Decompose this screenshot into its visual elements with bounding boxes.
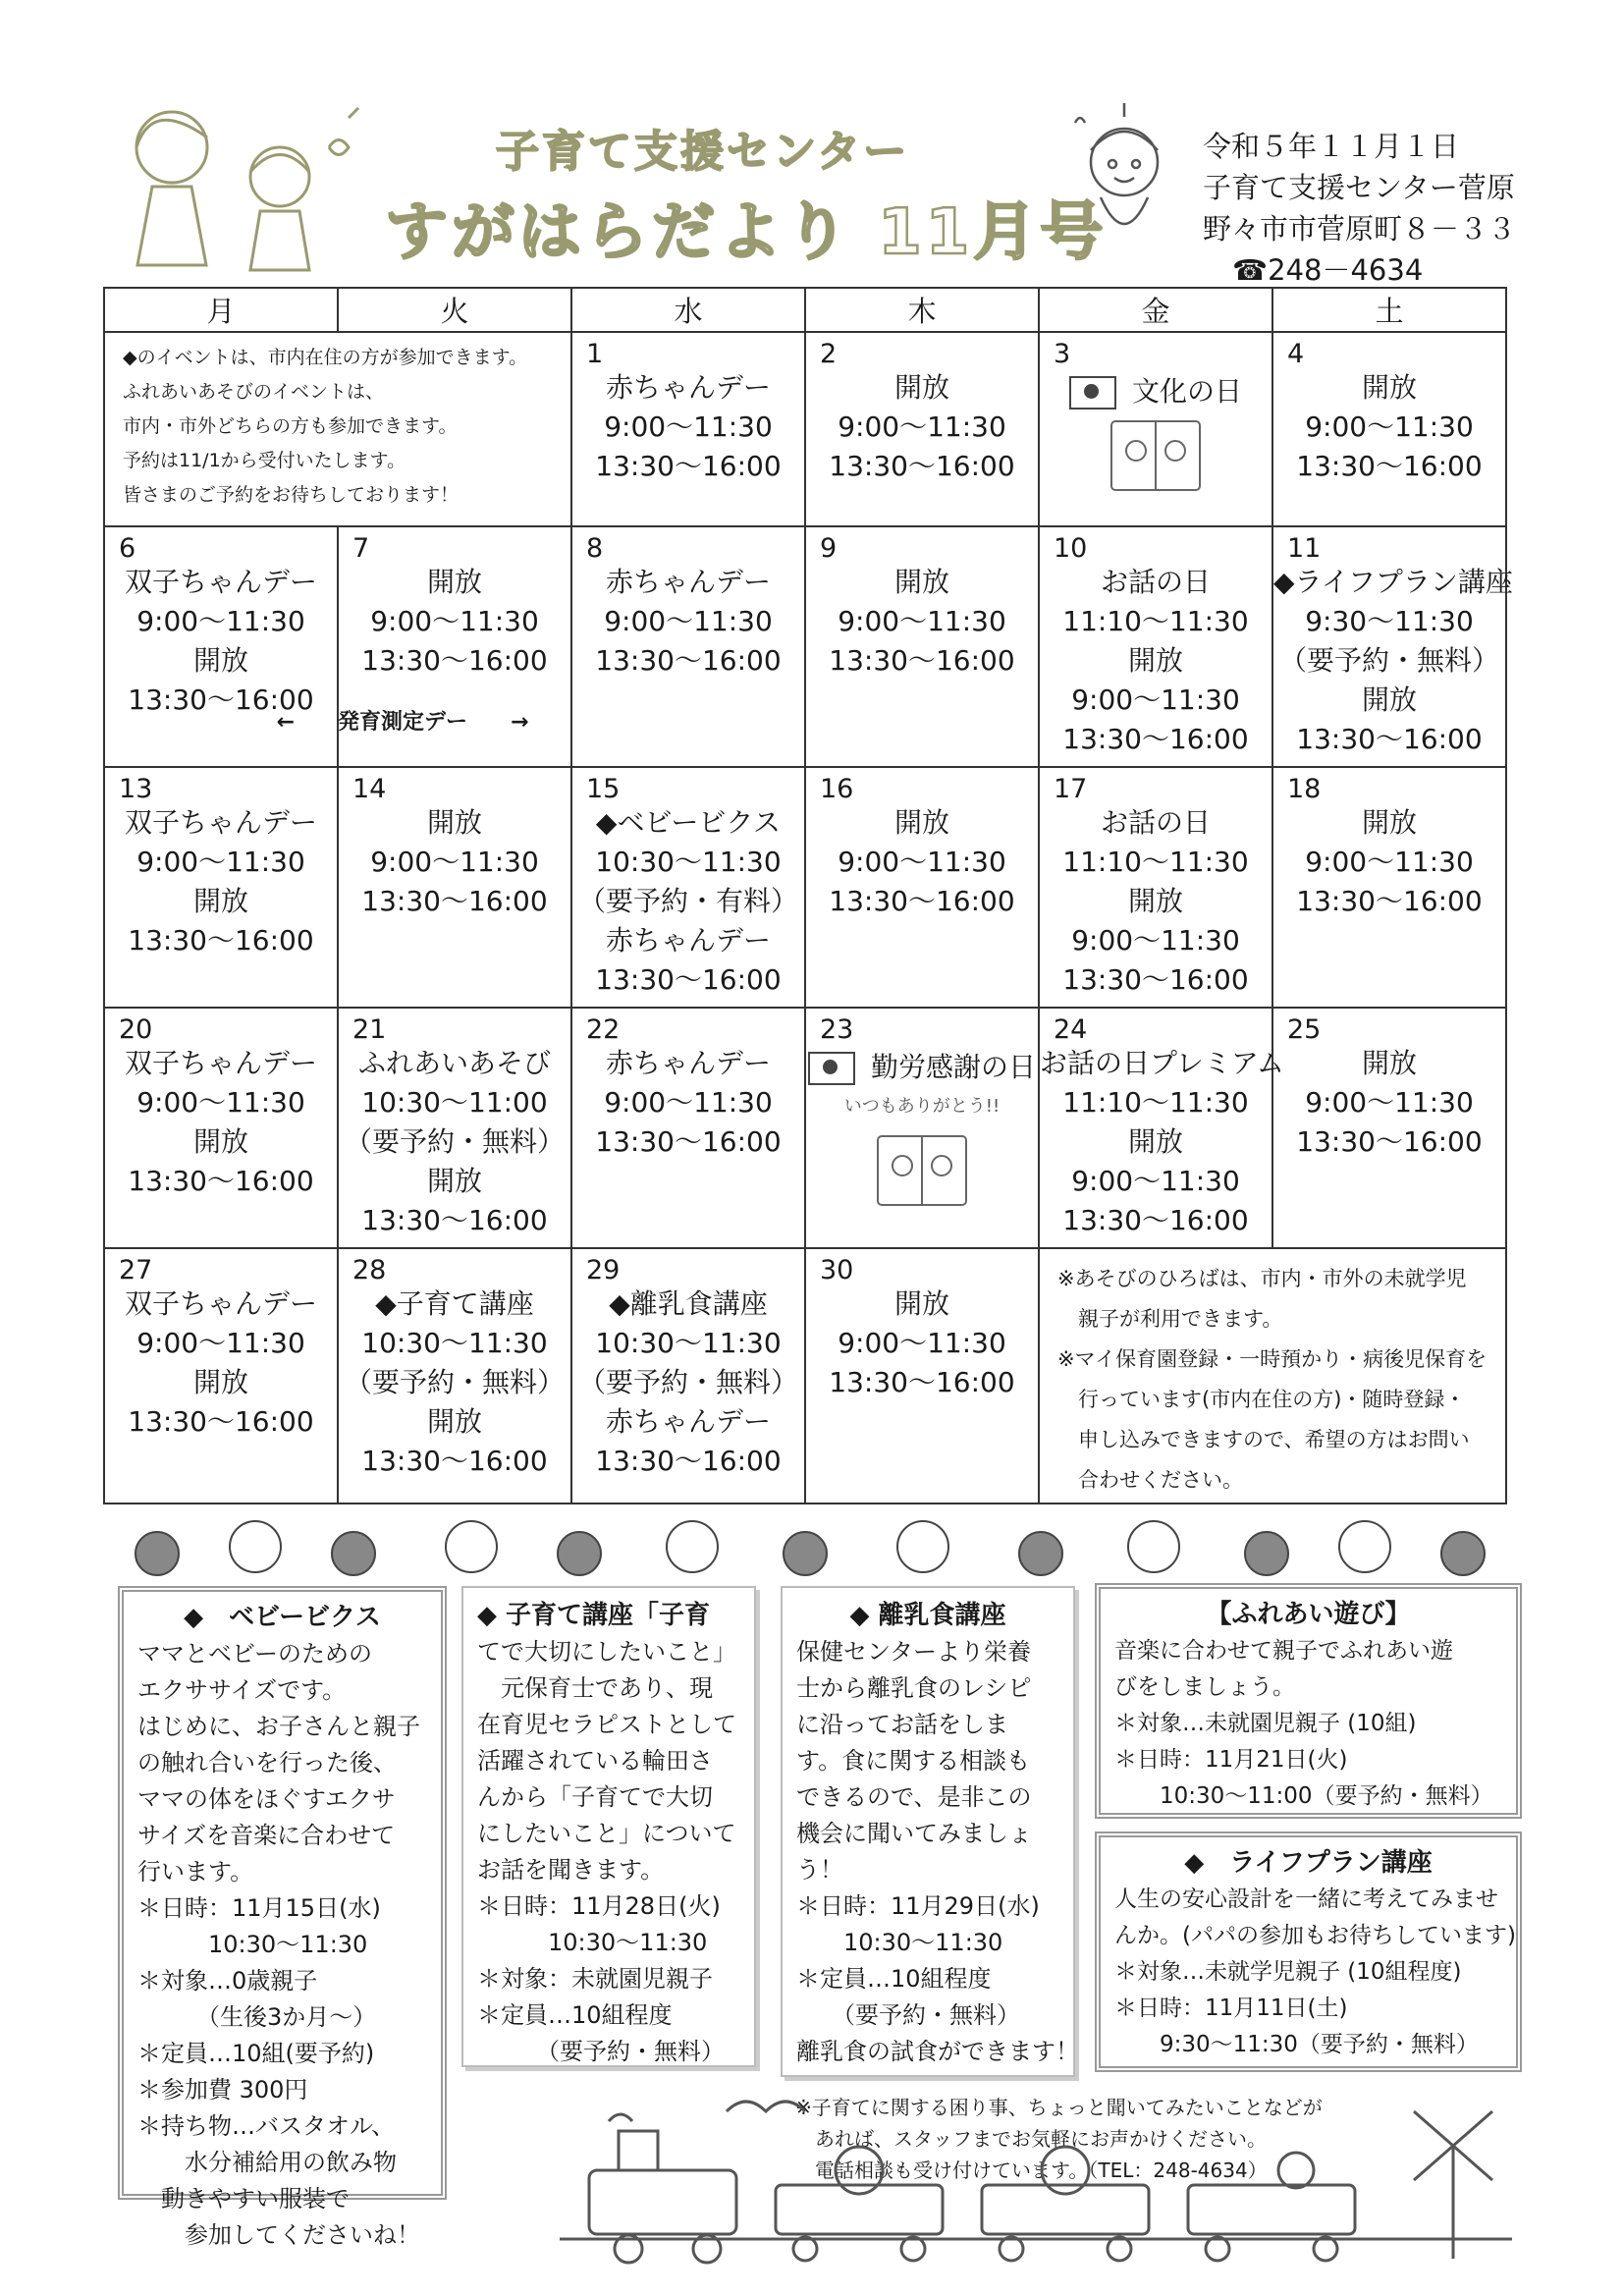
event-line: 9:00～11:30 [1071, 924, 1240, 957]
day-number: 21 [352, 1014, 387, 1045]
day-number: 9 [820, 533, 838, 564]
note-line: ※あそびのひろばは、市内・市外の未就学児 [1057, 1267, 1467, 1290]
box-line: 10:30～11:00（要予約・無料） [1114, 1783, 1493, 1809]
calendar-day-cell [104, 767, 338, 1008]
box-line: ＊対象…未就園児親子 (10組) [1114, 1711, 1417, 1736]
calendar-day-cell [338, 767, 571, 1008]
calendar-day-cell [338, 1248, 571, 1503]
calendar-day-cell [1272, 1008, 1506, 1248]
event-line: 9:00～11:30 [838, 1327, 1006, 1359]
day-number: 3 [1054, 339, 1071, 369]
event-line: ◆子育て講座 [375, 1287, 534, 1320]
box-line: 9:30～11:30（要予約・無料） [1114, 2032, 1479, 2057]
calendar-week-row [104, 332, 1506, 526]
holiday-name: 文化の日 [1131, 375, 1242, 408]
event-line: 開放 [192, 644, 248, 677]
event-line: 13:30～16:00 [829, 885, 1015, 917]
event-line: 開放 [426, 1405, 482, 1438]
calendar-day-cell [805, 526, 1039, 767]
event-line: 11:10～11:30 [1062, 605, 1249, 637]
fureai-box [1095, 1583, 1522, 1819]
event-line: （要予約・無料） [1278, 644, 1499, 677]
event-line: （要予約・無料） [577, 1366, 798, 1398]
event-line: 13:30～16:00 [361, 1445, 548, 1477]
acorn-mascot-illustration [1065, 103, 1183, 260]
event-line: 13:30～16:00 [128, 1165, 314, 1197]
holiday-caption: いつもありがとう!! [843, 1096, 1001, 1117]
event-line: 開放 [426, 1165, 482, 1197]
box-line: サイズを音楽に合わせて [137, 1822, 396, 1849]
notice-line: 皆さまのご予約をお待ちしております！ [123, 484, 460, 506]
box-line: はじめに、お子さんと親子 [137, 1713, 420, 1740]
calendar-day-cell [571, 526, 805, 767]
weekday-header: 水 [571, 288, 805, 332]
day-number: 14 [352, 774, 387, 804]
box-line: （要予約・無料） [477, 2038, 725, 2065]
holiday-label [1040, 368, 1271, 411]
box-line: 在育児セラピストとして [477, 1711, 736, 1738]
event-line: 13:30～16:00 [128, 683, 314, 716]
event-line: 9:00～11:30 [604, 605, 773, 637]
day-number: 22 [586, 1014, 621, 1045]
box-line: う！ [796, 1856, 843, 1884]
event-line: 開放 [1361, 371, 1417, 404]
japan-flag-icon [808, 1052, 855, 1085]
box-line: ママとベビーのための [137, 1640, 373, 1667]
calendar-day-cell [1039, 767, 1272, 1008]
calendar-day-cell [805, 1008, 1039, 1248]
event-line: 13:30～16:00 [361, 1204, 548, 1236]
box-line: ＊定員…10組(要予約) [137, 2040, 375, 2067]
day-number: 27 [119, 1255, 153, 1285]
day-number: 4 [1287, 339, 1305, 369]
event-line: 開放 [192, 1125, 248, 1158]
kosodate-body [477, 1634, 740, 2070]
header-info [1203, 126, 1516, 291]
fureai-body [1114, 1633, 1502, 1815]
box-line: ママの体をほぐすエクサ [137, 1785, 396, 1813]
notice-line: 市内・市外どちらの方も参加できます。 [123, 415, 458, 437]
box-line: 活躍されている輪田さ [477, 1747, 713, 1775]
box-line: ＊対象…0歳親子 [137, 1967, 318, 1995]
event-line: 9:00～11:30 [136, 1327, 305, 1359]
event-line: 13:30～16:00 [1062, 963, 1249, 996]
event-line: お話の日 [1100, 566, 1211, 598]
day-number: 6 [119, 533, 136, 564]
box-line: 行います。 [137, 1858, 254, 1886]
event-line: 13:30～16:00 [829, 450, 1015, 482]
box-line: ＊定員…10組程度 [477, 2001, 673, 2029]
event-line: 13:30～16:00 [361, 885, 548, 917]
box-line: ＊日時：11月21日(火) [1114, 1747, 1348, 1773]
event-line: 9:00～11:30 [838, 605, 1006, 637]
box-line: びをしましょう。 [1114, 1674, 1295, 1700]
calendar-day-cell [104, 1008, 338, 1248]
issue-date: 令和５年１１月１日 [1203, 130, 1460, 163]
event-line: （要予約・無料） [344, 1125, 565, 1158]
event-line: 赤ちゃんデー [605, 1047, 771, 1079]
phone: ☎248－4634 [1232, 253, 1424, 287]
event-line: ◆ベビービクス [595, 806, 782, 839]
event-line: 13:30～16:00 [361, 644, 548, 677]
measurement-day-label: ← 発育測定デー → [276, 710, 529, 735]
box-line: エクササイズです。 [137, 1676, 347, 1704]
lifeplan-body [1114, 1882, 1516, 2063]
holiday-name: 勤労感謝の日 [870, 1051, 1036, 1083]
weekday-header: 月 [104, 288, 338, 332]
box-line: （生後3か月～） [137, 2003, 377, 2031]
lifeplan-box [1095, 1831, 1522, 2072]
box-line: 人生の安心設計を一緒に考えてみませ [1114, 1886, 1498, 1912]
box-line: ＊日時：11月11日(土) [1114, 1995, 1348, 2021]
event-line: 双子ちゃんデー [124, 566, 317, 598]
box-line: 士から離乳食のレシピ [796, 1674, 1032, 1702]
box-line: の触れ合いを行った後、 [137, 1749, 397, 1777]
event-line: 9:00～11:30 [1071, 683, 1240, 716]
day-number: 7 [352, 533, 370, 564]
day-number: 29 [586, 1255, 621, 1285]
box-line: ＊日時：11月28日(火) [477, 1892, 721, 1920]
box-line: 電話相談も受け付けています。（TEL：248-4634） [795, 2159, 1268, 2182]
calendar-day-cell [1272, 332, 1506, 526]
event-line: 開放 [426, 806, 482, 839]
calendar-day-cell [805, 1248, 1039, 1503]
event-line: 開放 [893, 371, 949, 404]
box-line: ※子育てに関する困り事、ちょっと聞いてみたいことなどが [795, 2096, 1323, 2119]
holiday-label [806, 1044, 1038, 1087]
box-line: （要予約・無料） [796, 2001, 1020, 2029]
event-line: 10:30～11:30 [361, 1327, 548, 1359]
day-number: 30 [820, 1255, 854, 1285]
event-line: 開放 [1361, 1047, 1417, 1079]
calendar-day-cell [1039, 332, 1272, 526]
note-line: 申し込みできますので、希望の方はお問い [1057, 1428, 1470, 1451]
event-line: 9:00～11:30 [136, 605, 305, 637]
day-number: 10 [1054, 533, 1088, 564]
note-line: 親子が利用できます。 [1057, 1307, 1283, 1331]
box-line: 10:30～11:30 [796, 1929, 1003, 1956]
event-line: ふれあいあそび [357, 1047, 551, 1079]
calendar-day-cell [571, 1008, 805, 1248]
box-line: できるので、是非この [796, 1783, 1032, 1811]
event-line: 11:10～11:30 [1062, 1086, 1249, 1119]
calendar-week-row [104, 1248, 1506, 1503]
event-line: 9:00～11:30 [370, 846, 539, 878]
calendar-day-cell [571, 767, 805, 1008]
event-line: 11:10～11:30 [1062, 846, 1249, 878]
kosodate-title: ◆ 子育て講座「子育 [477, 1601, 711, 1630]
event-line: 9:00～11:30 [1305, 846, 1474, 878]
box-line: 水分補給用の飲み物 [137, 2149, 397, 2176]
day-number: 17 [1054, 774, 1088, 804]
rinyu-box [781, 1586, 1079, 2077]
event-line: 13:30～16:00 [1296, 885, 1483, 917]
event-line: 開放 [1127, 885, 1183, 917]
calendar-day-cell [1039, 526, 1272, 767]
box-line: ＊対象…未就学児親子 (10組程度) [1114, 1959, 1462, 1985]
event-line: 開放 [1127, 1125, 1183, 1158]
event-line: ◆離乳食講座 [609, 1287, 768, 1320]
holiday-illustration [848, 1126, 996, 1215]
calendar-note-cell [1039, 1248, 1506, 1503]
day-number: 11 [1287, 533, 1322, 564]
address: 野々市市菅原町８－３３ [1203, 212, 1517, 246]
calendar-day-cell [571, 332, 805, 526]
calendar-day-cell [1272, 767, 1506, 1008]
day-number: 20 [119, 1014, 153, 1045]
kosodate-box [461, 1586, 756, 2067]
event-line: 9:00～11:30 [136, 1086, 305, 1119]
box-line: 保健センターより栄養 [796, 1638, 1032, 1666]
box-line: 10:30～11:30 [477, 1929, 708, 1956]
animal-apple-border [118, 1512, 1492, 1581]
event-line: 10:30～11:30 [595, 846, 782, 878]
weekday-header: 木 [805, 288, 1039, 332]
box-line: 音楽に合わせて親子でふれあい遊 [1114, 1638, 1453, 1664]
event-line: 開放 [1361, 683, 1417, 716]
notice-line: 予約は11/1から受付いたします。 [123, 450, 406, 471]
box-line: ＊参加費 300円 [137, 2076, 308, 2104]
event-line: お話の日プレミアム [1040, 1047, 1284, 1079]
event-line: 開放 [426, 566, 482, 598]
calendar-day-cell [805, 332, 1039, 526]
box-line: にしたいこと」について [477, 1820, 736, 1847]
event-line: 13:30～16:00 [1296, 450, 1483, 482]
org-name: 子育て支援センター菅原 [1203, 171, 1515, 204]
event-line: 双子ちゃんデー [124, 806, 317, 839]
babyx-title: ◆ ベビービクス [184, 1603, 381, 1632]
box-line: 動きやすい服装で [137, 2185, 350, 2213]
event-line: 開放 [893, 806, 949, 839]
calendar-day-cell [338, 1008, 571, 1248]
event-line: 13:30～16:00 [829, 644, 1015, 677]
header-subtitle: 子育て支援センター [496, 127, 910, 177]
event-line: 双子ちゃんデー [124, 1047, 317, 1079]
children-illustration [93, 88, 388, 285]
day-number: 8 [586, 533, 604, 564]
weekday-header: 火 [338, 288, 571, 332]
day-number: 16 [820, 774, 854, 804]
box-line: ＊対象：未就園児親子 [477, 1965, 713, 1993]
box-line: 機会に聞いてみましょ [796, 1820, 1032, 1847]
calendar-table [103, 287, 1513, 1504]
calendar-week-row [104, 767, 1506, 1008]
note-line: 合わせください。 [1057, 1468, 1243, 1492]
calendar-notice-cell [104, 332, 571, 526]
day-number: 2 [820, 339, 838, 369]
event-line: 13:30～16:00 [128, 924, 314, 957]
event-line: （要予約・無料） [344, 1366, 565, 1398]
event-line: 9:30～11:30 [1305, 605, 1474, 637]
babyx-box [118, 1586, 447, 2249]
event-line: 9:00～11:30 [1305, 410, 1474, 443]
event-line: 9:00～11:30 [838, 410, 1006, 443]
event-line: 9:00～11:30 [1305, 1086, 1474, 1119]
day-number: 13 [119, 774, 153, 804]
event-line: 9:00～11:30 [136, 846, 305, 878]
event-line: お話の日 [1100, 806, 1211, 839]
fureai-title: 【ふれあい遊び】 [1206, 1600, 1411, 1629]
event-line: 双子ちゃんデー [124, 1287, 317, 1320]
event-line: 13:30～16:00 [1062, 1204, 1249, 1236]
box-line: に沿ってお話をしま [796, 1711, 1008, 1738]
event-line: 13:30～16:00 [829, 1366, 1015, 1398]
box-line: あれば、スタッフまでお気軽にお声かけください。 [795, 2127, 1267, 2151]
rinyu-title: ◆ 離乳食講座 [849, 1601, 1006, 1630]
event-line: 9:00～11:30 [370, 605, 539, 637]
event-line: 開放 [1127, 644, 1183, 677]
event-line: 13:30～16:00 [595, 1445, 782, 1477]
event-line: 9:00～11:30 [604, 1086, 773, 1119]
event-line: 13:30～16:00 [595, 644, 782, 677]
day-number: 25 [1287, 1014, 1322, 1045]
box-line: んか。(パパの参加もお待ちしています) [1114, 1923, 1516, 1948]
japan-flag-icon [1069, 376, 1116, 410]
header-title: すがはらだより 11月号 [385, 196, 1108, 269]
calendar-day-cell [805, 767, 1039, 1008]
event-line: 10:30～11:00 [361, 1086, 548, 1119]
box-line: 参加してくださいね！ [137, 2221, 420, 2249]
babyx-body [137, 1636, 427, 2254]
event-line: 開放 [893, 566, 949, 598]
notice-line: ◆のイベントは、市内在住の方が参加できます。 [123, 347, 528, 368]
lifeplan-title: ◆ ライフプラン講座 [1184, 1848, 1433, 1878]
event-line: ◆ライフプラン講座 [1273, 566, 1513, 598]
box-line: ＊持ち物…バスタオル、 [137, 2112, 396, 2140]
day-number: 1 [586, 339, 604, 369]
day-number: 23 [820, 1014, 854, 1045]
event-line: 開放 [192, 885, 248, 917]
box-line: ＊定員…10組程度 [796, 1965, 992, 1993]
event-line: 開放 [1361, 806, 1417, 839]
calendar-day-cell [104, 1248, 338, 1503]
weekday-header: 土 [1272, 288, 1506, 332]
box-line: んから「子育てで大切 [477, 1783, 713, 1811]
event-line: 13:30～16:00 [128, 1405, 314, 1438]
calendar-day-cell [1039, 1008, 1284, 1248]
day-number: 24 [1054, 1014, 1088, 1045]
weekday-header: 金 [1039, 288, 1272, 332]
day-number: 28 [352, 1255, 387, 1285]
box-line: す。食に関する相談も [796, 1747, 1031, 1775]
event-line: 赤ちゃんデー [605, 371, 771, 404]
event-line: 9:00～11:30 [604, 410, 773, 443]
event-line: 13:30～16:00 [1296, 1125, 1483, 1158]
event-line: 赤ちゃんデー [605, 1405, 771, 1438]
day-number: 18 [1287, 774, 1322, 804]
event-line: 赤ちゃんデー [605, 566, 771, 598]
event-line: 9:00～11:30 [838, 846, 1006, 878]
calendar-day-cell [1272, 526, 1513, 767]
event-line: 13:30～16:00 [1062, 723, 1249, 755]
event-line: （要予約・有料） [577, 885, 798, 917]
note-line: ※マイ保育園登録・一時預かり・病後児保育を [1057, 1347, 1488, 1371]
box-line: お話を聞きます。 [477, 1856, 665, 1884]
box-line: 離乳食の試食ができます！ [796, 2038, 1079, 2065]
event-line: 13:30～16:00 [1296, 723, 1483, 755]
event-line: 13:30～16:00 [595, 963, 782, 996]
calendar-day-cell [571, 1248, 805, 1503]
event-line: 10:30～11:30 [595, 1327, 782, 1359]
box-line: 元保育士であり、現 [477, 1674, 713, 1702]
holiday-illustration [1082, 411, 1229, 500]
day-number: 15 [586, 774, 621, 804]
box-line: ＊日時：11月15日(水) [137, 1894, 381, 1922]
event-line: 開放 [893, 1287, 949, 1320]
train-illustration [550, 2092, 1522, 2278]
event-line: 13:30～16:00 [595, 1125, 782, 1158]
event-line: 13:30～16:00 [595, 450, 782, 482]
event-line: 開放 [192, 1366, 248, 1398]
notice-line: ふれあいあそびのイベントは、 [123, 381, 385, 403]
event-line: 9:00～11:30 [1071, 1165, 1240, 1197]
box-line: てで大切にしたいこと」 [477, 1638, 736, 1666]
box-line: 10:30～11:30 [137, 1931, 368, 1958]
event-line: 赤ちゃんデー [605, 924, 771, 957]
note-line: 行っています(市内在住の方)・随時登録・ [1057, 1388, 1466, 1411]
calendar-week-row [104, 1008, 1506, 1248]
rinyu-body [796, 1634, 1079, 2070]
box-line: ＊日時：11月29日(水) [796, 1892, 1040, 1920]
